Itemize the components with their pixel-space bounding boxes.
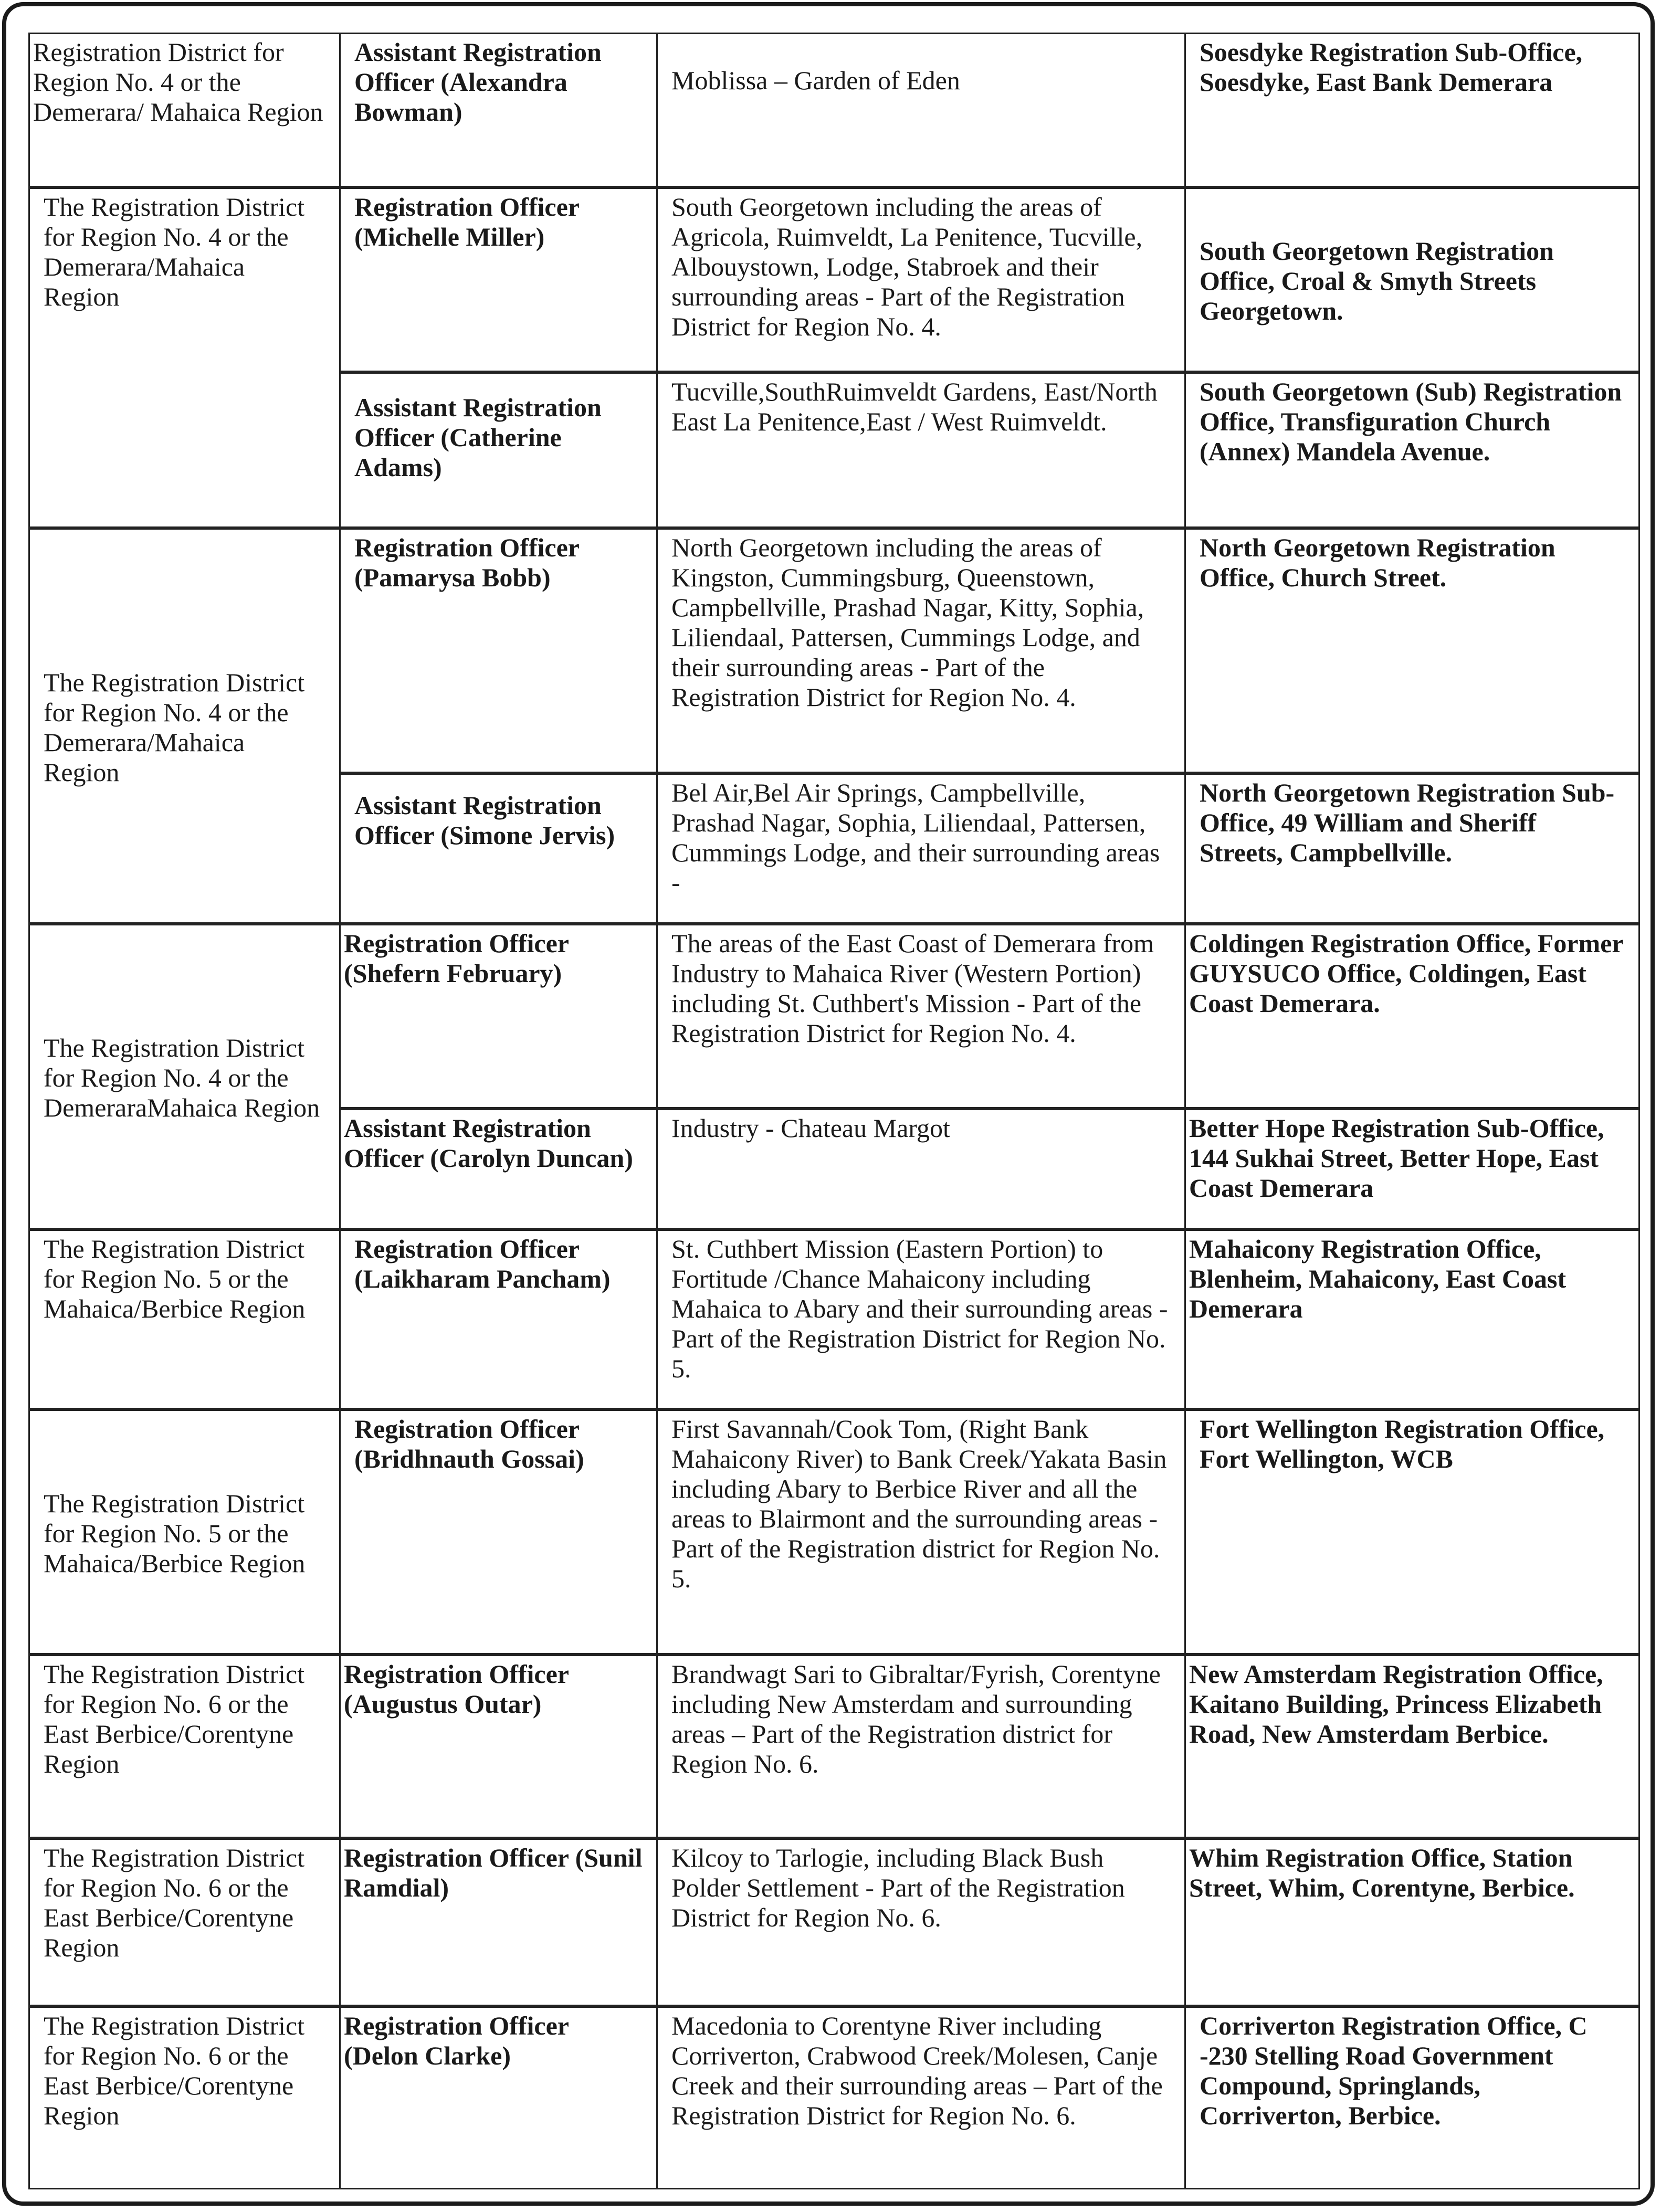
area-cell: South Georgetown including the areas of Agricola, Ruimveldt, La Penitence, Tucville, Albouystown, Lodge, Stabroek and their surrounding areas - Part of the Registration District for Region No. 4. <box>657 187 1185 372</box>
officer-cell: Registration Officer (Laikharam Pancham) <box>340 1229 657 1409</box>
area-cell: North Georgetown including the areas of Kingston, Cummingsburg, Queenstown, Campbellville, Prashad Nagar, Kitty, Sophia, Liliendaal, Pattersen, Cummings Lodge, and their surrounding areas - Part of the Registration District for Region No. 4. <box>657 528 1185 773</box>
office-cell: Corriverton Registration Office, C -230 Stelling Road Government Compound, Springlands, Corriverton, Berbice. <box>1185 2006 1639 2189</box>
district-cell: The Registration District for Region No. 5 or the Mahaica/Berbice Region <box>29 1409 340 1655</box>
officer-cell: Assistant Registration Officer (Catherine Adams) <box>340 372 657 528</box>
office-cell: Whim Registration Office, Station Street, Whim, Corentyne, Berbice. <box>1185 1838 1639 2006</box>
area-cell: Brandwagt Sari to Gibraltar/Fyrish, Corentyne including New Amsterdam and surrounding areas – Part of the Registration district for Region No. 6. <box>657 1655 1185 1838</box>
office-cell: North Georgetown Registration Office, Church Street. <box>1185 528 1639 773</box>
district-cell: The Registration District for Region No. 6 or the East Berbice/Corentyne Region <box>29 2006 340 2189</box>
registration-offices-table <box>28 33 1640 2189</box>
office-cell: North Georgetown Registration Sub-Office, 49 William and Sheriff Streets, Campbellville. <box>1185 773 1639 924</box>
table-row <box>29 924 1639 1109</box>
area-cell: First Savannah/Cook Tom, (Right Bank Mahaicony River) to Bank Creek/Yakata Basin including Abary to Berbice River and all the areas to Blairmont and the surrounding areas - Part of the Registration district for Region No. 5. <box>657 1409 1185 1655</box>
area-cell: Tucville,SouthRuimveldt Gardens, East/North East La Penitence,East / West Ruimveldt. <box>657 372 1185 528</box>
office-cell: Better Hope Registration Sub-Office, 144 Sukhai Street, Better Hope, East Coast Demerara <box>1185 1109 1639 1229</box>
table-row <box>29 187 1639 372</box>
area-cell: Bel Air,Bel Air Springs, Campbellville, Prashad Nagar, Sophia, Liliendaal, Pattersen, Cummings Lodge, and their surrounding areas - <box>657 773 1185 924</box>
officer-cell: Registration Officer (Pamarysa Bobb) <box>340 528 657 773</box>
table-row <box>29 528 1639 773</box>
area-cell: Kilcoy to Tarlogie, including Black Bush Polder Settlement - Part of the Registration District for Region No. 6. <box>657 1838 1185 2006</box>
table-row <box>29 1655 1639 1838</box>
officer-cell: Registration Officer (Michelle Miller) <box>340 187 657 372</box>
table-row <box>29 1409 1639 1655</box>
officer-cell: Registration Officer (Augustus Outar) <box>340 1655 657 1838</box>
office-cell: Soesdyke Registration Sub-Office, Soesdyke, East Bank Demerara <box>1185 34 1639 187</box>
district-cell: The Registration District for Region No. 6 or the East Berbice/Corentyne Region <box>29 1655 340 1838</box>
office-cell: Mahaicony Registration Office, Blenheim, Mahaicony, East Coast Demerara <box>1185 1229 1639 1409</box>
table-row <box>29 1838 1639 2006</box>
district-cell: The Registration District for Region No. 5 or the Mahaica/Berbice Region <box>29 1229 340 1409</box>
office-cell: South Georgetown (Sub) Registration Office, Transfiguration Church (Annex) Mandela Avenue. <box>1185 372 1639 528</box>
officer-cell: Registration Officer (Bridhnauth Gossai) <box>340 1409 657 1655</box>
area-cell: Macedonia to Corentyne River including Corriverton, Crabwood Creek/Molesen, Canje Creek and their surrounding areas – Part of the Registration District for Region No. 6. <box>657 2006 1185 2189</box>
district-cell: The Registration District for Region No. 4 or the Demerara/Mahaica Region <box>29 187 340 528</box>
area-cell: Moblissa – Garden of Eden <box>657 34 1185 187</box>
table-row <box>29 1229 1639 1409</box>
office-cell: Coldingen Registration Office, Former GUYSUCO Office, Coldingen, East Coast Demerara. <box>1185 924 1639 1109</box>
district-cell: The Registration District for Region No. 4 or the Demerara/Mahaica Region <box>29 528 340 924</box>
district-cell: The Registration District for Region No. 6 or the East Berbice/Corentyne Region <box>29 1838 340 2006</box>
officer-cell: Registration Officer (Shefern February) <box>340 924 657 1109</box>
officer-cell: Assistant Registration Officer (Simone Jervis) <box>340 773 657 924</box>
office-cell: Fort Wellington Registration Office, Fort Wellington, WCB <box>1185 1409 1639 1655</box>
office-cell: South Georgetown Registration Office, Croal & Smyth Streets Georgetown. <box>1185 187 1639 372</box>
office-cell: New Amsterdam Registration Office, Kaitano Building, Princess Elizabeth Road, New Amsterdam Berbice. <box>1185 1655 1639 1838</box>
officer-cell: Assistant Registration Officer (Alexandra Bowman) <box>340 34 657 187</box>
district-cell: The Registration District for Region No. 4 or the DemeraraMahaica Region <box>29 924 340 1229</box>
officer-cell: Registration Officer (Sunil Ramdial) <box>340 1838 657 2006</box>
area-cell: Industry - Chateau Margot <box>657 1109 1185 1229</box>
officer-cell: Registration Officer (Delon Clarke) <box>340 2006 657 2189</box>
area-cell: St. Cuthbert Mission (Eastern Portion) to Fortitude /Chance Mahaicony including Mahaica to Abary and their surrounding areas - Part of the Registration District for Region No. 5. <box>657 1229 1185 1409</box>
table-row <box>29 2006 1639 2189</box>
area-cell: The areas of the East Coast of Demerara from Industry to Mahaica River (Western Portion) including St. Cuthbert's Mission - Part of the Registration District for Region No. 4. <box>657 924 1185 1109</box>
officer-cell: Assistant Registration Officer (Carolyn Duncan) <box>340 1109 657 1229</box>
district-cell: Registration District for Region No. 4 or the Demerara/ Mahaica Region <box>29 34 340 187</box>
table-row <box>29 34 1639 187</box>
